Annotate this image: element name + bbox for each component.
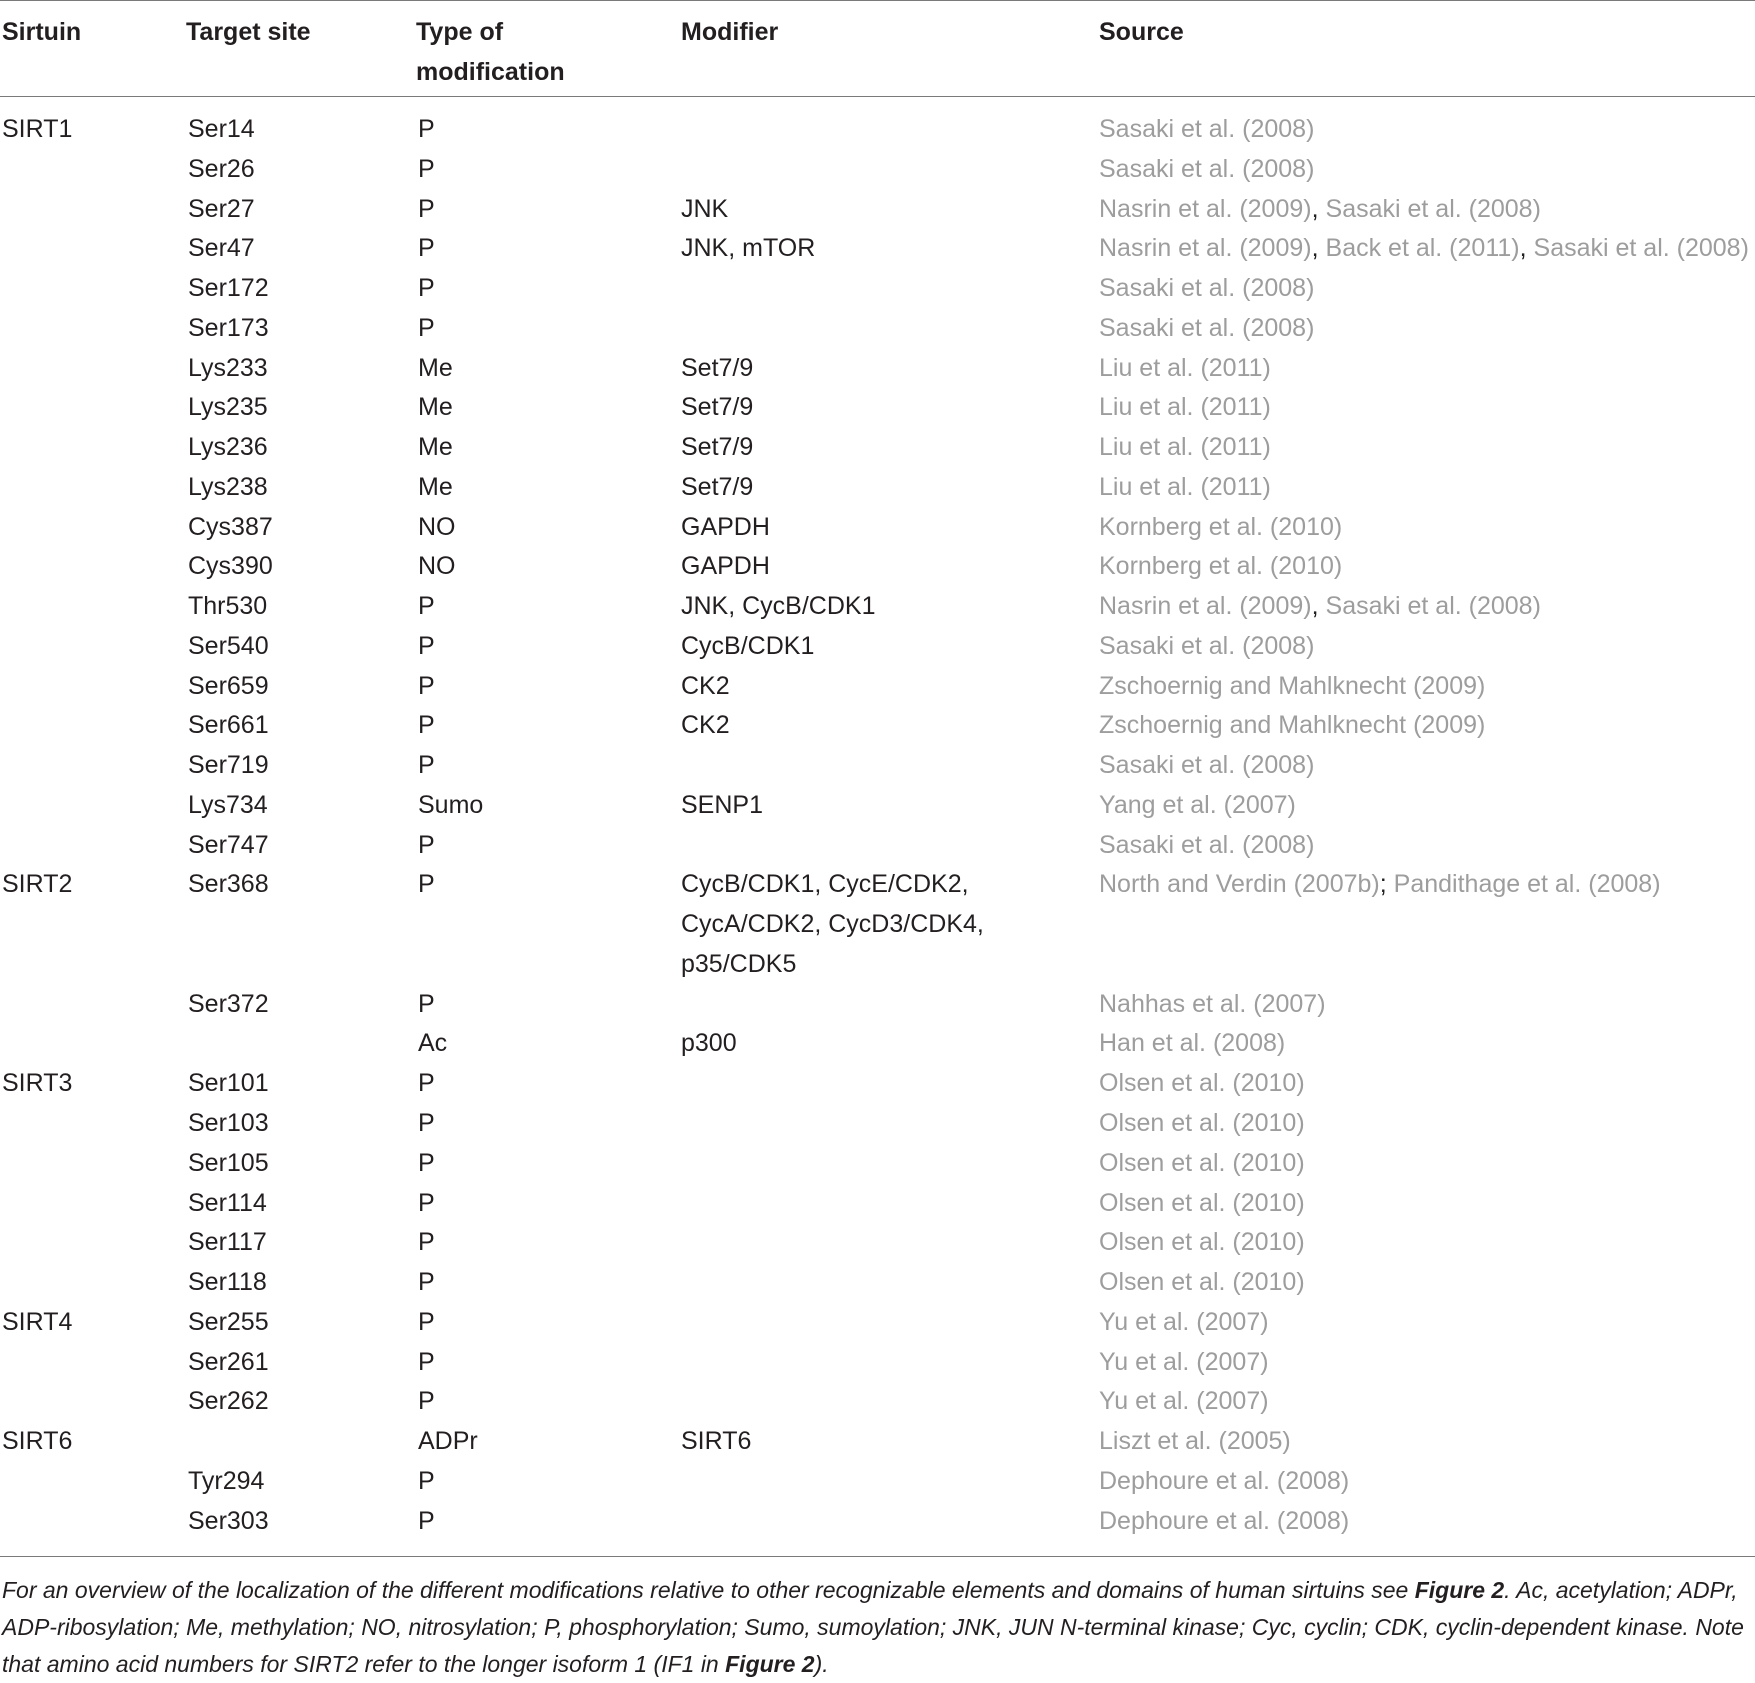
modifier-cell: JNK xyxy=(681,195,729,223)
source-cell xyxy=(1099,189,1541,229)
source-cell xyxy=(1099,1143,1305,1183)
source-cell xyxy=(1099,745,1314,785)
source-cell xyxy=(1099,427,1271,467)
target-site-cell: Ser661 xyxy=(188,711,269,739)
sirtuin-cell: SIRT6 xyxy=(2,1427,73,1455)
table-caption xyxy=(2,1572,1752,1683)
target-site-cell: Lys233 xyxy=(188,354,268,382)
source-cell xyxy=(1099,308,1314,348)
source-cell xyxy=(1099,666,1485,706)
modification-type-cell: P xyxy=(418,990,435,1018)
modifier-cell: Set7/9 xyxy=(681,354,754,382)
modification-type-cell: P xyxy=(418,751,435,779)
modification-type-cell: Ac xyxy=(418,1029,448,1057)
modification-type-cell: NO xyxy=(418,513,456,541)
modification-type-cell: P xyxy=(418,711,435,739)
modification-type-cell: Sumo xyxy=(418,791,484,819)
modification-type-cell: P xyxy=(418,1308,435,1336)
modification-type-cell: Me xyxy=(418,354,453,382)
modification-type-cell: P xyxy=(418,1387,435,1415)
source-cell xyxy=(1099,864,1661,904)
source-cell xyxy=(1099,1381,1269,1421)
caption-text-2: . Ac, acetylation; ADPr, ADP-ribosylation; Me, methylation; NO, nitrosylation; P, phosphorylation; Sumo, sumoylation; JNK, JUN N-terminal kinase; Cyc, cyclin; CDK, cyclin-dependent kinase. Note that amino acid numbers for SIRT2 refer to the longer isoform 1 (IF1 in xyxy=(2,1577,1744,1677)
target-site-cell: Lys734 xyxy=(188,791,268,819)
target-site-cell: Thr530 xyxy=(188,592,268,620)
target-site-cell: Ser118 xyxy=(188,1268,267,1296)
source-reference-link[interactable]: Sasaki et al. (2008) xyxy=(1099,632,1315,660)
modification-type-cell: ADPr xyxy=(418,1427,478,1455)
target-site-cell: Ser719 xyxy=(188,751,269,779)
source-separator: , xyxy=(1311,234,1326,262)
source-cell xyxy=(1099,1421,1291,1461)
modification-type-cell: NO xyxy=(418,552,456,580)
source-reference-link[interactable]: Kornberg et al. (2010) xyxy=(1099,552,1343,580)
modification-type-cell: P xyxy=(418,870,435,898)
target-site-cell: Ser659 xyxy=(188,672,269,700)
source-cell xyxy=(1099,1023,1285,1063)
source-reference-link[interactable]: Olsen et al. (2010) xyxy=(1099,1149,1305,1177)
modifier-cell: JNK, CycB/CDK1 xyxy=(681,592,876,620)
modification-type-cell: P xyxy=(418,672,435,700)
source-reference-link[interactable]: Sasaki et al. (2008) xyxy=(1099,274,1315,302)
header-type-of-modification xyxy=(416,12,565,92)
source-cell xyxy=(1099,149,1314,189)
source-reference-link[interactable]: Sasaki et al. (2008) xyxy=(1099,314,1315,342)
sirtuin-cell: SIRT4 xyxy=(2,1308,73,1336)
target-site-cell: Ser14 xyxy=(188,115,255,143)
target-site-cell: Ser173 xyxy=(188,314,269,342)
table-top-rule xyxy=(0,0,1755,1)
modifier-cell: SENP1 xyxy=(681,791,763,819)
modifier-cell: GAPDH xyxy=(681,552,770,580)
source-cell xyxy=(1099,1222,1305,1262)
header-sirtuin: Sirtuin xyxy=(2,18,82,46)
target-site-cell: Ser26 xyxy=(188,155,255,183)
modifier-cell: CycB/CDK1, CycE/CDK2, xyxy=(681,870,969,898)
modification-type-cell: Me xyxy=(418,393,453,421)
modification-type-cell: P xyxy=(418,195,435,223)
source-reference-link[interactable]: Liszt et al. (2005) xyxy=(1099,1427,1291,1455)
modification-type-cell: Me xyxy=(418,433,453,461)
source-cell xyxy=(1099,825,1314,865)
source-reference-link[interactable]: Han et al. (2008) xyxy=(1099,1029,1286,1057)
source-reference-link[interactable]: Zschoernig and Mahlknecht (2009) xyxy=(1099,711,1486,739)
source-cell xyxy=(1099,626,1314,666)
modifier-cell: GAPDH xyxy=(681,513,770,541)
source-reference-link[interactable]: Sasaki et al. (2008) xyxy=(1099,751,1315,779)
modification-type-cell: P xyxy=(418,1109,435,1137)
source-cell xyxy=(1099,109,1314,149)
source-cell xyxy=(1099,705,1485,745)
source-cell xyxy=(1099,546,1342,586)
caption-text-3: ). xyxy=(814,1651,829,1677)
target-site-cell: Ser262 xyxy=(188,1387,269,1415)
source-cell xyxy=(1099,1063,1305,1103)
target-site-cell: Ser103 xyxy=(188,1109,269,1137)
source-reference-link[interactable]: Sasaki et al. (2008) xyxy=(1325,195,1541,223)
modification-type-cell: P xyxy=(418,1467,435,1495)
modifier-cell: CK2 xyxy=(681,672,730,700)
modifier-cell: p300 xyxy=(681,1029,737,1057)
source-cell xyxy=(1099,984,1326,1024)
header-type-line-1: Type of xyxy=(416,18,504,46)
header-bottom-rule xyxy=(0,96,1755,97)
caption-text-1: For an overview of the localization of the different modifications relative to other recognizable elements and domains of human sirtuins see xyxy=(2,1577,1415,1603)
modifier-cell: p35/CDK5 xyxy=(681,950,797,978)
target-site-cell: Lys236 xyxy=(188,433,268,461)
source-separator: , xyxy=(1311,195,1326,223)
modification-type-cell: P xyxy=(418,155,435,183)
target-site-cell: Ser27 xyxy=(188,195,255,223)
modifier-cell: Set7/9 xyxy=(681,433,754,461)
modification-type-cell: P xyxy=(418,1069,435,1097)
modification-type-cell: P xyxy=(418,115,435,143)
caption-figure-ref-2[interactable]: Figure 2 xyxy=(725,1651,815,1677)
modification-type-cell: P xyxy=(418,1507,435,1535)
source-cell xyxy=(1099,586,1541,626)
header-modifier: Modifier xyxy=(681,18,779,46)
modification-type-cell: P xyxy=(418,831,435,859)
header-type-line-2: modification xyxy=(416,58,565,86)
source-reference-link[interactable]: Liu et al. (2011) xyxy=(1099,473,1271,501)
target-site-cell: Ser117 xyxy=(188,1228,267,1256)
source-reference-link[interactable]: Yu et al. (2007) xyxy=(1099,1348,1269,1376)
sirtuin-cell: SIRT1 xyxy=(2,115,73,143)
source-cell xyxy=(1099,1342,1269,1382)
modification-type-cell: P xyxy=(418,1228,435,1256)
source-reference-link[interactable]: North and Verdin (2007b) xyxy=(1099,870,1380,898)
source-reference-link[interactable]: Back et al. (2011) xyxy=(1325,234,1520,262)
source-reference-link[interactable]: Zschoernig and Mahlknecht (2009) xyxy=(1099,672,1486,700)
caption-figure-ref-1[interactable]: Figure 2 xyxy=(1414,1577,1505,1603)
source-cell xyxy=(1099,1103,1305,1143)
modifier-cell: CycA/CDK2, CycD3/CDK4, xyxy=(681,910,984,938)
modification-type-cell: Me xyxy=(418,473,453,501)
target-site-cell: Ser368 xyxy=(188,870,269,898)
target-site-cell: Ser261 xyxy=(188,1348,269,1376)
source-reference-link[interactable]: Liu et al. (2011) xyxy=(1099,393,1271,421)
header-source: Source xyxy=(1099,18,1184,46)
source-reference-link[interactable]: Nahhas et al. (2007) xyxy=(1099,990,1326,1018)
source-cell xyxy=(1099,1262,1305,1302)
modification-type-cell: P xyxy=(418,1268,435,1296)
target-site-cell: Ser255 xyxy=(188,1308,269,1336)
source-reference-link[interactable]: Olsen et al. (2010) xyxy=(1099,1069,1305,1097)
modifier-cell: JNK, mTOR xyxy=(681,234,816,262)
target-site-cell: Ser105 xyxy=(188,1149,269,1177)
source-separator: ; xyxy=(1379,870,1394,898)
source-reference-link[interactable]: Pandithage et al. (2008) xyxy=(1393,870,1661,898)
source-reference-link[interactable]: Liu et al. (2011) xyxy=(1099,354,1271,382)
target-site-cell: Lys238 xyxy=(188,473,268,501)
target-site-cell: Ser372 xyxy=(188,990,269,1018)
source-reference-link[interactable]: Kornberg et al. (2010) xyxy=(1099,513,1343,541)
header-target-site: Target site xyxy=(186,18,311,46)
target-site-cell: Tyr294 xyxy=(188,1467,265,1495)
source-reference-link[interactable]: Yang et al. (2007) xyxy=(1099,791,1296,819)
target-site-cell: Ser114 xyxy=(188,1189,267,1217)
source-reference-link[interactable]: Olsen et al. (2010) xyxy=(1099,1189,1305,1217)
modification-type-cell: P xyxy=(418,234,435,262)
source-reference-link[interactable]: Nasrin et al. (2009) xyxy=(1099,592,1312,620)
source-cell xyxy=(1099,268,1314,308)
sirtuin-cell: SIRT2 xyxy=(2,870,73,898)
source-reference-link[interactable]: Olsen et al. (2010) xyxy=(1099,1268,1305,1296)
source-cell xyxy=(1099,507,1342,547)
target-site-cell: Ser303 xyxy=(188,1507,269,1535)
source-reference-link[interactable]: Olsen et al. (2010) xyxy=(1099,1228,1305,1256)
source-reference-link[interactable]: Liu et al. (2011) xyxy=(1099,433,1271,461)
source-reference-link[interactable]: Sasaki et al. (2008) xyxy=(1099,155,1315,183)
target-site-cell: Lys235 xyxy=(188,393,268,421)
source-reference-link[interactable]: Olsen et al. (2010) xyxy=(1099,1109,1305,1137)
source-reference-link[interactable]: Nasrin et al. (2009) xyxy=(1099,195,1312,223)
modification-type-cell: P xyxy=(418,1149,435,1177)
source-cell xyxy=(1099,387,1271,427)
source-cell xyxy=(1099,785,1296,825)
modification-type-cell: P xyxy=(418,592,435,620)
modification-type-cell: P xyxy=(418,314,435,342)
target-site-cell: Ser172 xyxy=(188,274,269,302)
source-cell xyxy=(1099,1302,1269,1342)
source-reference-link[interactable]: Sasaki et al. (2008) xyxy=(1099,831,1315,859)
target-site-cell: Ser47 xyxy=(188,234,255,262)
source-cell xyxy=(1099,1461,1349,1501)
target-site-cell: Ser747 xyxy=(188,831,269,859)
modifier-cell: SIRT6 xyxy=(681,1427,752,1455)
source-reference-link[interactable]: Sasaki et al. (2008) xyxy=(1099,115,1315,143)
modifier-cell: CK2 xyxy=(681,711,730,739)
modifier-cell: CycB/CDK1 xyxy=(681,632,815,660)
target-site-cell: Ser540 xyxy=(188,632,269,660)
target-site-cell: Cys390 xyxy=(188,552,273,580)
modification-type-cell: P xyxy=(418,632,435,660)
source-separator: , xyxy=(1519,234,1534,262)
modification-type-cell: P xyxy=(418,274,435,302)
modifier-cell: Set7/9 xyxy=(681,473,754,501)
source-cell xyxy=(1099,467,1271,507)
source-reference-link[interactable]: Yu et al. (2007) xyxy=(1099,1387,1269,1415)
target-site-cell: Cys387 xyxy=(188,513,273,541)
source-reference-link[interactable]: Sasaki et al. (2008) xyxy=(1325,592,1541,620)
modification-type-cell: P xyxy=(418,1189,435,1217)
source-cell xyxy=(1099,348,1271,388)
source-cell xyxy=(1099,1183,1305,1223)
source-reference-link[interactable]: Dephoure et al. (2008) xyxy=(1099,1507,1350,1535)
source-reference-link[interactable]: Dephoure et al. (2008) xyxy=(1099,1467,1350,1495)
source-separator: , xyxy=(1311,592,1326,620)
source-cell xyxy=(1099,1501,1349,1541)
source-reference-link[interactable]: Nasrin et al. (2009) xyxy=(1099,234,1312,262)
source-reference-link[interactable]: Yu et al. (2007) xyxy=(1099,1308,1269,1336)
modification-type-cell: P xyxy=(418,1348,435,1376)
modifier-cell: Set7/9 xyxy=(681,393,754,421)
sirtuin-cell: SIRT3 xyxy=(2,1069,73,1097)
source-reference-link[interactable]: Sasaki et al. (2008) xyxy=(1533,234,1749,262)
source-cell xyxy=(1099,228,1749,268)
table-bottom-rule xyxy=(0,1556,1755,1557)
target-site-cell: Ser101 xyxy=(188,1069,269,1097)
